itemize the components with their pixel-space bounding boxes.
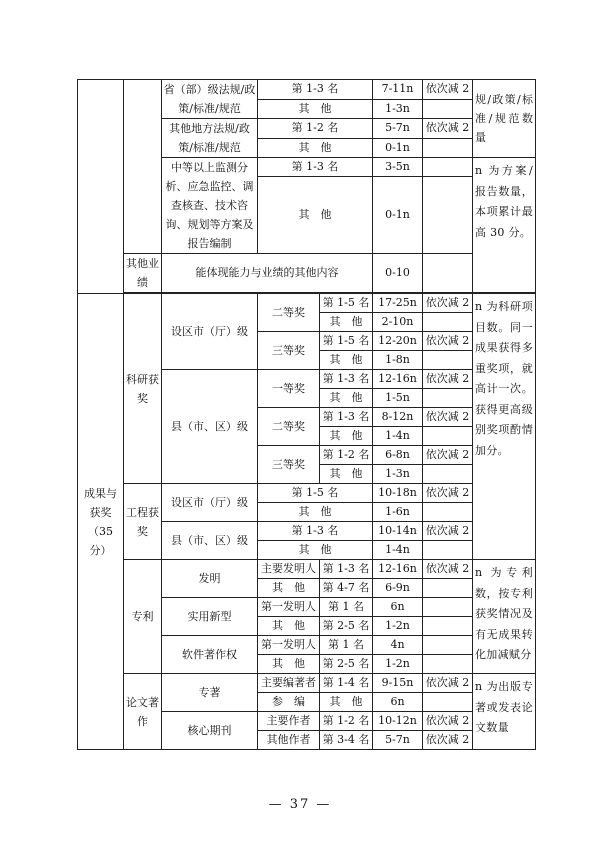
decrement-cell	[423, 138, 473, 158]
decrement-cell	[423, 158, 473, 177]
score-cell: 1-4n	[373, 427, 423, 446]
rank-cell: 第 1-2 名	[320, 446, 373, 465]
decrement-cell: 依次减 2	[423, 446, 473, 465]
research-county-level: 县（市、区）级	[162, 370, 258, 484]
role-cell: 主要作者	[258, 712, 320, 731]
decrement-cell	[423, 541, 473, 560]
rank-cell: 其 他	[320, 389, 373, 408]
rank-cell: 其 他	[320, 693, 373, 712]
score-cell: 1-8n	[373, 351, 423, 370]
rank-cell: 第 1-2 名	[320, 712, 373, 731]
rank-cell: 其 他	[258, 138, 373, 158]
decrement-cell: 依次减 2	[423, 731, 473, 750]
score-cell: 5-7n	[373, 119, 423, 139]
rank-cell: 第 4-7 名	[320, 579, 373, 598]
engineering-city-level: 设区市（厅）级	[162, 484, 258, 522]
scoring-table	[77, 79, 536, 750]
decrement-cell: 依次减 2	[423, 522, 473, 541]
monitoring-label: 中等以上监测分析、应急监控、调查核查、技术咨询、规划等方案及报告编制	[162, 158, 258, 254]
rank-cell: 第 1-3 名	[258, 80, 373, 100]
rank-cell: 第 1-3 名	[320, 370, 373, 389]
score-cell: 1-3n	[373, 99, 423, 119]
rank-cell: 第 2-5 名	[320, 655, 373, 674]
role-cell: 主要编著者	[258, 674, 320, 693]
score-cell: 0-1n	[373, 138, 423, 158]
grade-cell: 二等奖	[258, 408, 320, 446]
role-cell: 其他作者	[258, 731, 320, 750]
paper-type: 核心期刊	[162, 712, 258, 750]
rank-cell: 第 2-5 名	[320, 617, 373, 636]
decrement-cell: 依次减 2	[423, 294, 473, 313]
decrement-cell: 依次减 2	[423, 712, 473, 731]
score-cell: 10-14n	[373, 522, 423, 541]
rank-cell: 其 他	[258, 541, 373, 560]
decrement-cell	[423, 177, 473, 254]
score-cell: 10-12n	[373, 712, 423, 731]
patent-label: 专利	[124, 560, 162, 674]
paper-type: 专著	[162, 674, 258, 712]
score-cell: 10-18n	[373, 484, 423, 503]
score-cell: 7-11n	[373, 80, 423, 100]
score-cell: 0-1n	[373, 177, 423, 254]
decrement-cell	[423, 254, 473, 293]
decrement-cell	[423, 655, 473, 674]
research-note: n 为科研项目数。同一成果获得多重奖项，就高计一次。获得更高级别奖项酌情加分。	[473, 294, 536, 560]
achievements-category: 成果与获奖（35 分）	[78, 294, 124, 750]
rank-cell: 第 1-3 名	[258, 522, 373, 541]
decrement-cell	[423, 503, 473, 522]
score-cell: 2-10n	[373, 313, 423, 332]
decrement-cell	[423, 389, 473, 408]
patent-type: 发明	[162, 560, 258, 598]
monitoring-note: n 为方案/报告数量，本项累计最高 30 分。	[473, 158, 536, 293]
score-cell: 12-16n	[373, 560, 423, 579]
score-cell: 6n	[373, 598, 423, 617]
subcategory-cell-empty	[124, 80, 162, 254]
role-cell: 其 他	[258, 579, 320, 598]
decrement-cell: 依次减 2	[423, 560, 473, 579]
decrement-cell	[423, 99, 473, 119]
decrement-cell	[423, 693, 473, 712]
law-local-label: 其他地方法规/政策/标准/规范	[162, 119, 258, 158]
score-cell: 12-20n	[373, 332, 423, 351]
patent-note: n 为专利数，按专利获奖情况及有无成果转化加减赋分	[473, 560, 536, 674]
score-cell: 1-2n	[373, 617, 423, 636]
other-content: 能体现能力与业绩的其他内容	[162, 254, 373, 293]
rank-cell: 第 1 名	[320, 598, 373, 617]
decrement-cell: 依次减 2	[423, 370, 473, 389]
decrement-cell: 依次减 2	[423, 484, 473, 503]
law-note: 规/政策/标准/规范数量	[473, 80, 536, 158]
score-cell: 1-5n	[373, 389, 423, 408]
role-cell: 其 他	[258, 617, 320, 636]
rank-cell: 第 1-3 名	[258, 158, 373, 177]
decrement-cell	[423, 598, 473, 617]
role-cell: 其 他	[258, 655, 320, 674]
decrement-cell: 依次减 2	[423, 119, 473, 139]
patent-type: 软件著作权	[162, 636, 258, 674]
grade-cell: 三等奖	[258, 332, 320, 370]
score-cell: 3-5n	[373, 158, 423, 177]
rank-cell: 第 1-5 名	[258, 484, 373, 503]
other-category: 其他业绩	[124, 254, 162, 293]
rank-cell: 第 1-5 名	[320, 294, 373, 313]
role-cell: 第一发明人	[258, 636, 320, 655]
score-cell: 8-12n	[373, 408, 423, 427]
score-cell: 4n	[373, 636, 423, 655]
engineering-label: 工程获奖	[124, 484, 162, 560]
decrement-cell	[423, 636, 473, 655]
score-cell: 6-9n	[373, 579, 423, 598]
category-cell-empty	[78, 80, 124, 294]
papers-label: 论文著作	[124, 674, 162, 750]
law-province-label: 省（部）级法规/政策/标准/规范	[162, 80, 258, 119]
score-cell: 17-25n	[373, 294, 423, 313]
rank-cell: 第 1-3 名	[320, 408, 373, 427]
score-cell: 6-8n	[373, 446, 423, 465]
score-cell: 1-2n	[373, 655, 423, 674]
rank-cell: 第 1-5 名	[320, 332, 373, 351]
rank-cell: 其 他	[258, 503, 373, 522]
score-cell: 6n	[373, 693, 423, 712]
score-cell: 1-6n	[373, 503, 423, 522]
grade-cell: 一等奖	[258, 370, 320, 408]
rank-cell: 其 他	[320, 465, 373, 484]
score-cell: 1-3n	[373, 465, 423, 484]
score-cell: 1-4n	[373, 541, 423, 560]
rank-cell: 其 他	[258, 99, 373, 119]
rank-cell: 第 1-4 名	[320, 674, 373, 693]
grade-cell: 三等奖	[258, 446, 320, 484]
decrement-cell	[423, 465, 473, 484]
research-city-level: 设区市（厅）级	[162, 294, 258, 370]
decrement-cell: 依次减 2	[423, 408, 473, 427]
role-cell: 主要发明人	[258, 560, 320, 579]
grade-cell: 二等奖	[258, 294, 320, 332]
rank-cell: 第 3-4 名	[320, 731, 373, 750]
decrement-cell	[423, 579, 473, 598]
rank-cell: 其 他	[320, 351, 373, 370]
decrement-cell	[423, 313, 473, 332]
rank-cell: 第 1 名	[320, 636, 373, 655]
score-cell: 12-16n	[373, 370, 423, 389]
role-cell: 参 编	[258, 693, 320, 712]
other-score: 0-10	[373, 254, 423, 293]
decrement-cell: 依次减 2	[423, 674, 473, 693]
rank-cell: 第 1-2 名	[258, 119, 373, 139]
papers-note: n 为出版专著或发表论文数量	[473, 674, 536, 750]
decrement-cell	[423, 351, 473, 370]
role-cell: 第一发明人	[258, 598, 320, 617]
decrement-cell: 依次减 2	[423, 332, 473, 351]
research-label: 科研获奖	[124, 294, 162, 484]
rank-cell: 其 他	[258, 177, 373, 254]
score-cell: 9-15n	[373, 674, 423, 693]
page-number: — 37 —	[268, 797, 332, 812]
decrement-cell: 依次减 2	[423, 80, 473, 100]
patent-type: 实用新型	[162, 598, 258, 636]
decrement-cell	[423, 427, 473, 446]
score-cell: 5-7n	[373, 731, 423, 750]
rank-cell: 第 1-3 名	[320, 560, 373, 579]
rank-cell: 其 他	[320, 313, 373, 332]
rank-cell: 其 他	[320, 427, 373, 446]
decrement-cell	[423, 617, 473, 636]
engineering-county-level: 县（市、区）级	[162, 522, 258, 560]
